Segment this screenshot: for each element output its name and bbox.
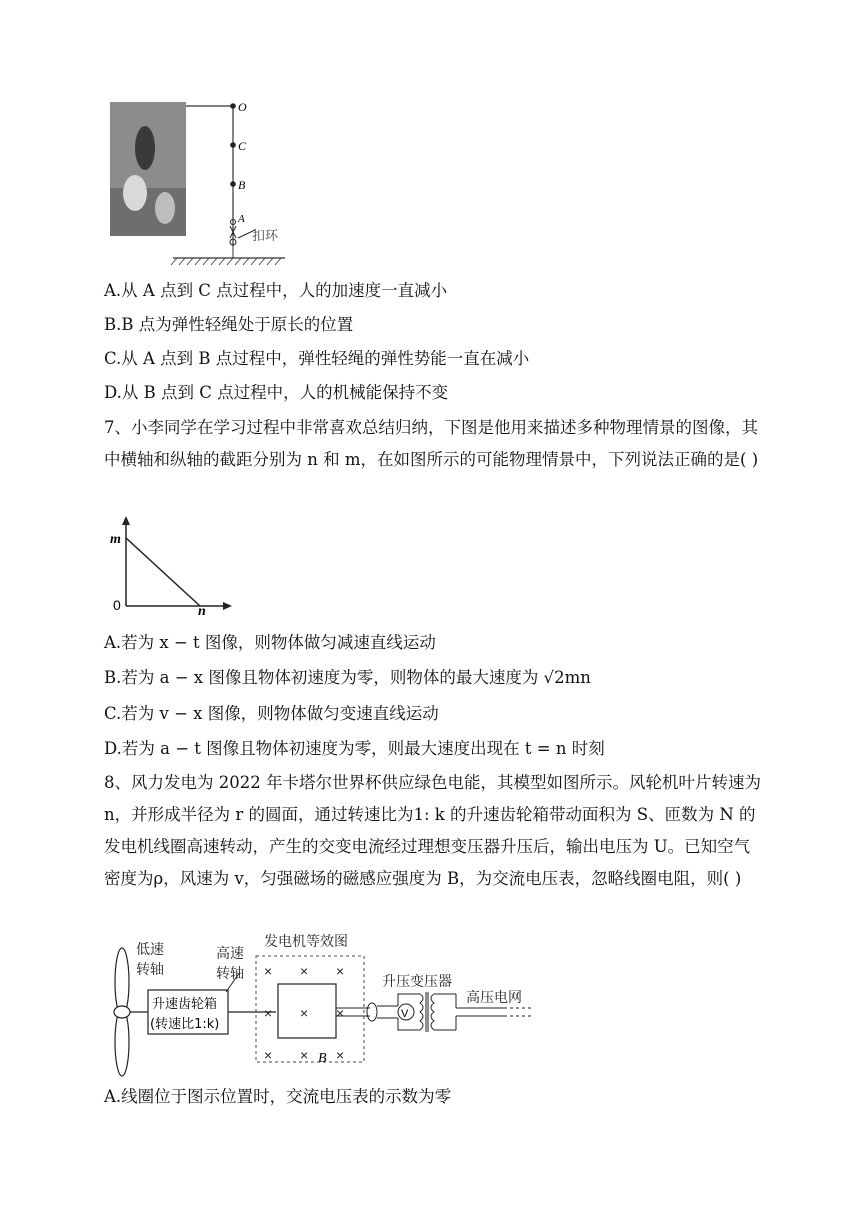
q7-option-c: C.若为 v − x 图像，则物体做匀变速直线运动 (104, 704, 439, 723)
q7-stem: 7、小李同学在学习过程中非常喜欢总结归纳，下图是他用来描述多种物理情景的图像，其中横轴和纵轴的截距分别为 n 和 m，在如图所示的可能物理情景中，下列说法正确的是( ) (104, 418, 759, 469)
field-mark: × (336, 1005, 345, 1021)
field-mark: × (300, 963, 309, 979)
field-mark: × (336, 1047, 345, 1063)
low-speed-label-2: 转轴 (136, 962, 164, 978)
q6-option-a: A.从 A 点到 C 点过程中，人的加速度一直减小 (104, 281, 448, 300)
q7-option-b: B.若为 a − x 图像且物体初速度为零，则物体的最大速度为 √2mn (104, 668, 591, 687)
label-buckle: 扣环 (252, 229, 279, 244)
q8-stem: 8、风力发电为 2022 年卡塔尔世界杯供应绿色电能，其模型如图所示。风轮机叶片转速为 n，并形成半径为 r 的圆面，通过转速比为1: k 的升速齿轮箱带动面积为 S、匝数为 N 的发电机线圈高速转动，产生的交变电流经过理想变压器升压后，输出电压为 U。已知空气密度为ρ，风速为 v，匀强磁场的磁感应强度为 B，为交流电压表，忽略线圈电阻，则( ) (104, 773, 761, 888)
field-mark: × (264, 1005, 273, 1021)
generator-label: 发电机等效图 (264, 934, 348, 950)
grid-label: 高压电网 (466, 990, 522, 1006)
field-mark: × (300, 1047, 309, 1063)
field-mark: × (264, 963, 273, 979)
intercept-line (126, 538, 200, 606)
transformer-label: 升压变压器 (382, 974, 452, 990)
field-label: B (318, 1051, 327, 1066)
gearbox-label-1: 升速齿轮箱 (152, 997, 218, 1012)
q7-graph (104, 516, 234, 616)
q7-option-a: A.若为 x − t 图像，则物体做匀减速直线运动 (104, 633, 436, 652)
transformer-coil (420, 994, 434, 1030)
bungee-figure (105, 98, 305, 268)
q6-option-c: C.从 A 点到 B 点过程中，弹性轻绳的弹性势能一直在减小 (104, 349, 530, 368)
low-speed-label-1: 低速 (136, 942, 164, 958)
high-speed-label-2: 转轴 (216, 966, 244, 982)
x-intercept-label: n (198, 604, 206, 616)
wind-turbine-figure (100, 932, 540, 1078)
q6-option-b: B.B 点为弹性轻绳处于原长的位置 (104, 315, 354, 334)
gearbox-label-2: (转速比1:k) (150, 1017, 220, 1032)
label-o: O (238, 100, 247, 114)
y-intercept-label: m (110, 532, 121, 547)
q6-option-d: D.从 B 点到 C 点过程中，人的机械能保持不变 (104, 383, 449, 402)
label-c: C (238, 139, 247, 153)
label-a: A (238, 213, 245, 225)
voltmeter-label: V (401, 1008, 409, 1020)
field-mark: × (300, 1005, 309, 1021)
q7-option-d: D.若为 a − t 图像且物体初速度为零，则最大速度出现在 t = n 时刻 (104, 739, 605, 758)
label-b: B (238, 178, 246, 192)
q8-option-a: A.线圈位于图示位置时，交流电压表的示数为零 (104, 1087, 452, 1106)
high-speed-label-1: 高速 (216, 946, 244, 962)
field-mark: × (336, 963, 345, 979)
generator-field-box (256, 956, 364, 1062)
field-mark: × (264, 1047, 273, 1063)
origin-label: 0 (113, 597, 121, 613)
